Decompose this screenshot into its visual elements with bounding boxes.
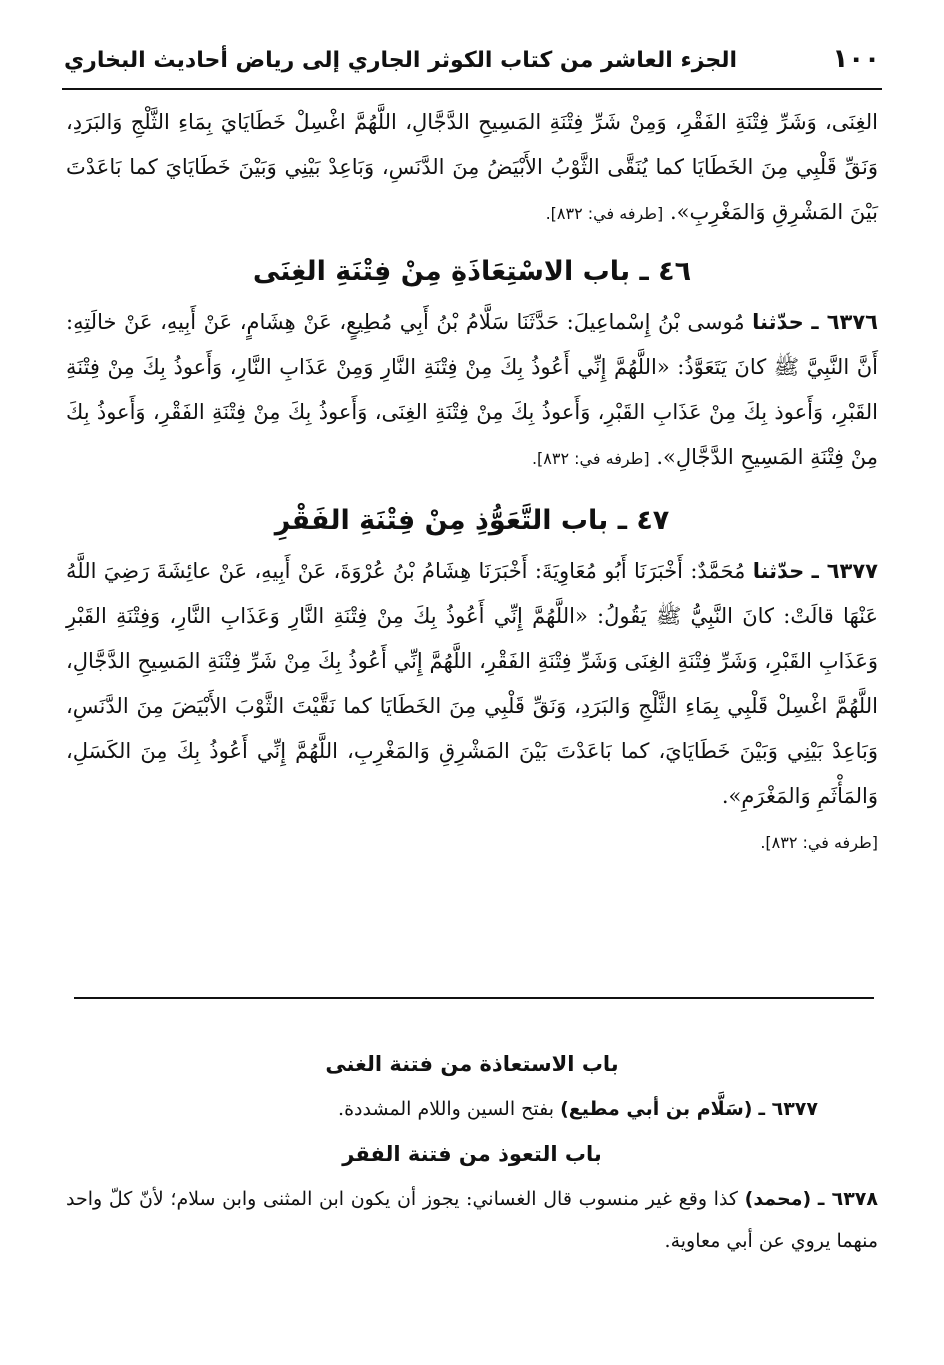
hadith-6377 — [66, 549, 878, 865]
cross-reference: [طرفه في: ٨٣٢]. — [531, 449, 650, 468]
hadith-text: مُحَمَّدٌ: أَخْبَرَنَا أَبُو مُعَاوِيَةَ: أَخْبَرَنَا هِشَامُ بْنُ عُرْوَةَ، عَنْ أَبِيهِ، عَنْ عائِشَةَ رَضِيَ اللَّهُ عَنْهَا قالَتْ: كانَ النَّبِيُّ ﷺ يَقُولُ: «اللَّهُمَّ إِنِّي أَعُوذُ بِكَ مِنْ فِتْنَةِ النَّارِ وَعَذَابِ النَّارِ، وَفِتْنَةِ القَبْرِ وَعَذَابِ القَبْرِ، وَشَرِّ فِتْنَةِ الغِنَى وَشَرِّ فِتْنَةِ الفَقْرِ، اللَّهُمَّ إِنِّي أَعُوذُ بِكَ مِنْ شَرِّ فِتْنَةِ المَسِيحِ الدَّجَّالِ، اللَّهُمَّ اغْسِلْ قَلْبِي بِمَاءِ الثَّلْجِ وَالبَرَدِ، وَنَقِّ قَلْبِي مِنَ الخَطَايَا كما نَقَّيْتَ الثَّوْبَ الأَبْيَضَ مِنَ الدَّنَسِ، وَبَاعِدْ بَيْنِي وَبَيْنَ خَطَايَايَ، كما بَاعَدْتَ بَيْنَ المَشْرِقِ وَالمَغْرِبِ، اللَّهُمَّ إِنِّي أَعُوذُ بِكَ مِنَ الكَسَلِ، وَالمَأْثَمِ وَالمَغْرَمِ». — [66, 559, 878, 808]
note-number: ٦٣٧٧ ـ — [758, 1098, 818, 1120]
page-header — [62, 44, 882, 90]
footnote-divider — [74, 997, 874, 999]
hadith-number: ٦٣٧٧ ـ — [811, 559, 879, 583]
main-text — [66, 100, 878, 865]
chapter-47-heading: ٤٧ ـ باب التَّعَوُّذِ مِنْ فِتْنَةِ الفَقْرِ — [274, 505, 670, 536]
hadith-number: ٦٣٧٦ ـ — [811, 310, 878, 334]
cross-reference: [طرفه في: ٨٣٢]. — [545, 204, 664, 223]
note-6377 — [66, 1088, 878, 1130]
running-title: الجزء العاشر من كتاب الكوثر الجاري إلى رياض أحاديث البخاري — [64, 48, 738, 73]
page-number: ١٠٠ — [832, 44, 880, 74]
hadith-text: مُوسى بْنُ إِسْماعِيلَ: حَدَّثَنَا سَلَّامُ بْنُ أَبِي مُطِيعٍ، عَنْ هِشَامٍ، عَنْ أَبِيهِ، عَنْ خالَتِهِ: أَنَّ النَّبِيَّ ﷺ كانَ يَتَعَوَّذُ: «اللَّهُمَّ إِنِّي أَعُوذُ بِكَ مِنْ فِتْنَةِ النَّارِ وَمِنْ عَذَابِ النَّارِ، وَأَعوذُ بِكَ مِنْ فِتْنَةِ القَبْرِ، وَأَعوذ بِكَ مِنْ عَذَابِ القَبْرِ، وَأَعوذُ بِكَ مِنْ فِتْنَةِ الغِنَى، وَأَعوذُ بِكَ مِنْ فِتْنَةِ الفَقْرِ، وَأَعوذُ بِكَ مِنْ فِتْنَةِ المَسِيحِ الدَّجَّالِ». — [66, 310, 878, 469]
commentary-notes — [66, 1040, 878, 1262]
hadith-6376 — [66, 300, 878, 481]
note-number: ٦٣٧٨ ـ — [817, 1188, 878, 1210]
hadith-lead: حدّثنا — [752, 310, 804, 334]
note-6378 — [66, 1178, 878, 1262]
notes-heading-istiadha: باب الاستعاذة من فتنة الغنى — [325, 1052, 619, 1076]
chapter-46-heading: ٤٦ ـ باب الاسْتِعَاذَةِ مِنْ فِتْنَةِ الغِنَى — [252, 256, 692, 287]
hadith-lead: حدّثنا — [752, 559, 805, 583]
cross-reference: [طرفه في: ٨٣٢]. — [760, 833, 878, 852]
note-text: بفتح السين واللام المشددة. — [338, 1098, 555, 1120]
note-term: (محمد) — [744, 1188, 812, 1210]
notes-heading-taawwudh: باب التعوذ من فتنة الفقر — [342, 1142, 602, 1166]
note-term: (سَلَّام بن أبي مطيع) — [560, 1098, 753, 1120]
continued-hadith-paragraph — [66, 100, 878, 236]
continued-hadith-text: الغِنَى، وَشَرِّ فِتْنَةِ الفَقْرِ، وَمِنْ شَرِّ فِتْنَةِ المَسِيحِ الدَّجَّالِ، اللَّهُمَّ اغْسِلْ خَطَايَايَ بِمَاءِ الثَّلْجِ وَالبَرَدِ، وَنَقِّ قَلْبِي مِنَ الخَطَايَا كما يُنَقَّى الثَّوْبُ الأَبْيَضُ مِنَ الدَّنَسِ، وَبَاعِدْ بَيْنِي وَبَيْنَ خَطَايَايَ كما بَاعَدْتَ بَيْنَ المَشْرِقِ وَالمَغْرِبِ». — [66, 110, 878, 224]
note-text: كذا وقع غير منسوب قال الغساني: يجوز أن يكون ابن المثنى وابن سلام؛ لأنّ كلّ واحد منهما يروي عن أبي معاوية. — [66, 1188, 878, 1252]
